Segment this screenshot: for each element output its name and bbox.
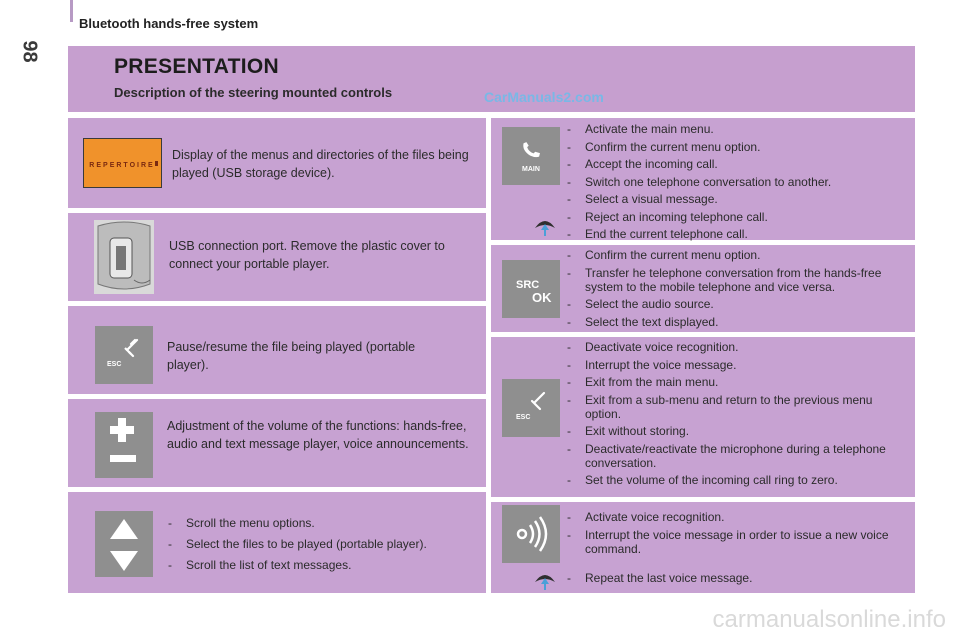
list-item: - Switch one telephone conversation to another. xyxy=(567,175,907,189)
bottom-watermark: carmanualsonline.info xyxy=(712,606,946,633)
list-item: - Activate voice recognition. xyxy=(567,510,907,524)
right-cell-voice xyxy=(491,502,915,593)
list-item: - End the current telephone call. xyxy=(567,227,907,241)
esc-bullet-list xyxy=(567,340,887,491)
list-item: - Activate the main menu. xyxy=(567,122,907,136)
voice-command-button-icon xyxy=(502,505,560,563)
right-cell-main xyxy=(491,118,915,240)
cell-description: Display of the menus and directories of the files being played (USB storage device). xyxy=(172,148,469,180)
cell-description: USB connection port. Remove the plastic cover to connect your portable player. xyxy=(169,239,445,271)
list-item: - Scroll the menu options. xyxy=(168,515,478,531)
esc-button-icon xyxy=(95,326,153,384)
list-item: - Repeat the last voice message. xyxy=(567,571,907,585)
main-label: MAIN xyxy=(522,166,540,173)
list-item: - Reject an incoming telephone call. xyxy=(567,210,907,224)
src-ok-bullet-list xyxy=(567,248,907,332)
list-item: - Interrupt the voice message. xyxy=(567,358,887,372)
plus-minus-buttons-icon xyxy=(95,412,153,478)
list-item: - Confirm the current menu option. xyxy=(567,140,907,154)
repertoire-display-icon xyxy=(83,138,162,188)
src-label: SRC xyxy=(516,279,540,291)
page-heading: PRESENTATION xyxy=(114,55,279,78)
list-item: - Exit from a sub-menu and return to the previous menu option. xyxy=(567,393,887,421)
cell-description: Pause/resume the file being played (portable player). xyxy=(167,340,416,372)
margin-rule xyxy=(70,0,73,22)
list-item: - Deactivate voice recognition. xyxy=(567,340,887,354)
cell-description: Adjustment of the volume of the functions: hands-free, audio and text message player, voice announcements. xyxy=(167,419,469,451)
right-cell-src-ok xyxy=(491,245,915,332)
list-item: - Confirm the current menu option. xyxy=(567,248,907,262)
voice-bullet-list xyxy=(567,510,907,559)
long-press-hand-icon xyxy=(533,214,557,238)
main-bullet-list xyxy=(567,122,907,245)
up-down-arrows-icon xyxy=(95,511,153,577)
voice-long-press-list xyxy=(567,571,907,589)
left-cell-volume xyxy=(68,399,486,487)
header-box xyxy=(68,46,915,112)
list-item: - Select the files to be played (portable player). xyxy=(168,536,478,552)
list-item: - Transfer he telephone conversation from the hands-free system to the mobile telephone and vice versa. xyxy=(567,266,907,294)
ok-label: OK xyxy=(532,290,552,305)
main-phone-button-icon xyxy=(502,127,560,185)
esc-label: ESC xyxy=(516,414,531,421)
display-label: REPERTOIRE xyxy=(89,162,155,169)
usb-port-icon xyxy=(94,220,154,294)
left-cell-esc xyxy=(68,306,486,394)
scroll-bullet-list xyxy=(168,515,478,577)
list-item: - Select the audio source. xyxy=(567,297,907,311)
page-subheading: Description of the steering mounted controls xyxy=(114,85,393,100)
list-item: - Select a visual message. xyxy=(567,192,907,206)
list-item: - Interrupt the voice message in order to issue a new voice command. xyxy=(567,528,907,556)
right-cell-esc xyxy=(491,337,915,497)
left-cell-scroll xyxy=(68,492,486,593)
left-cell-display xyxy=(68,118,486,208)
esc-button-icon xyxy=(502,379,560,437)
left-cell-usb xyxy=(68,213,486,301)
list-item: - Exit from the main menu. xyxy=(567,375,887,389)
esc-label: ESC xyxy=(107,361,122,368)
list-item: - Scroll the list of text messages. xyxy=(168,557,478,573)
list-item: - Accept the incoming call. xyxy=(567,157,907,171)
list-item: - Select the text displayed. xyxy=(567,315,907,329)
page-number: 98 xyxy=(18,40,41,63)
long-press-hand-icon xyxy=(533,568,557,592)
list-item: - Deactivate/reactivate the microphone during a telephone conversation. xyxy=(567,442,887,470)
src-ok-button-icon xyxy=(502,260,560,318)
list-item: - Exit without storing. xyxy=(567,424,887,438)
section-title: Bluetooth hands-free system xyxy=(79,16,259,31)
watermark-text: CarManuals2.com xyxy=(484,89,604,105)
list-item: - Set the volume of the incoming call ring to zero. xyxy=(567,473,887,487)
